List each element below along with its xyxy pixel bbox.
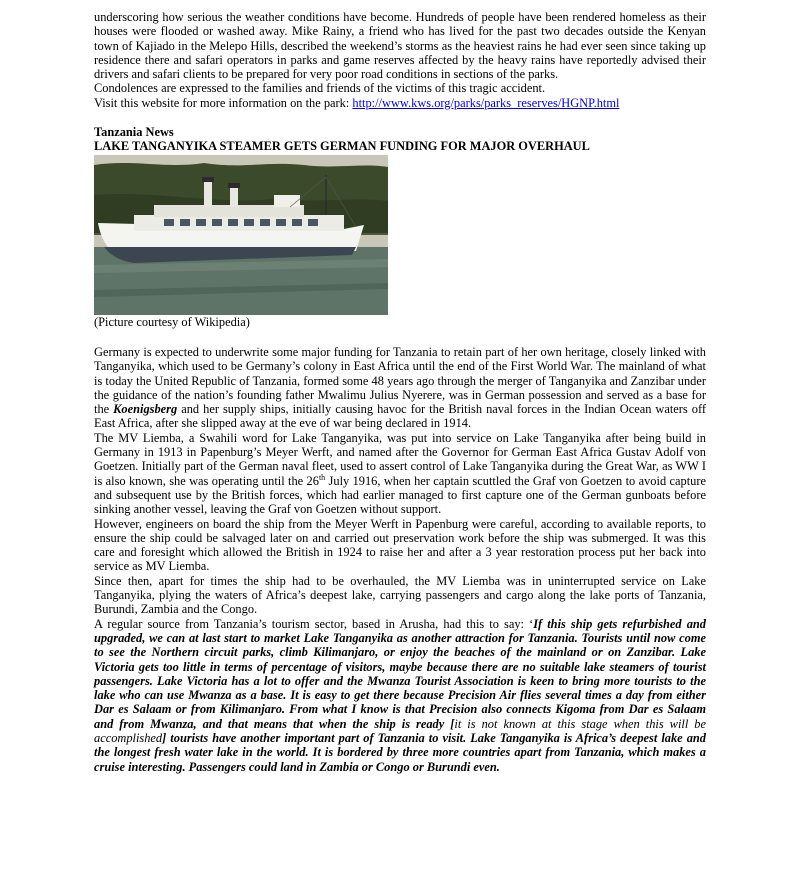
p1-ship-name: Koenigsberg xyxy=(113,402,178,417)
intro-paragraph-website xyxy=(94,96,706,110)
intro-paragraph-condolences: Condolences are expressed to the families and friends of the victims of this tragic accident. xyxy=(94,81,546,96)
p2-text-b: July 1916, when her captain scuttled the Graf von Goetzen to avoid capture and subsequent use by the British forces, which had earlier managed to first capture one of the German gunboats before sinking another vessel, leaving the Graf von Goetzen without support. xyxy=(94,473,706,517)
photo-caption: (Picture courtesy of Wikipedia) xyxy=(94,314,250,329)
article-paragraph-1 xyxy=(94,345,706,431)
section-label: Tanzania News xyxy=(94,125,174,140)
website-prefix: Visit this website for more information on the park: xyxy=(94,95,353,110)
article-headline: LAKE TANGANYIKA STEAMER GETS GERMAN FUNDING FOR MAJOR OVERHAUL xyxy=(94,139,590,154)
p2-ordinal-suffix: th xyxy=(318,472,326,482)
p1-text-b: and her supply ships, initially causing havoc for the British naval forces in the Indian Ocean waters off East Africa, after she slipped away at the eve of war being declared in 1914. xyxy=(94,402,706,431)
article-paragraph-5 xyxy=(94,617,706,774)
intro-paragraph-weather: underscoring how serious the weather conditions have become. Hundreds of people have been rendered homeless as their houses were flooded or washed away. Mike Rainy, a friend who has lived for the past two decades outside the Kenyan town of Kajiado in the Melepo Hills, described the weekend’s storms as the heaviest rains he had ever seen since taking up residence there and safari operators in parks and game reserves affected by the heavy rains have reportedly advised their drivers and safari clients to be prepared for very poor road conditions in sections of the parks. xyxy=(94,10,706,82)
p5-intro: A regular source from Tanzania’s tourism sector, based in Arusha, had this to say: ‘ xyxy=(94,616,534,631)
steamer-photo xyxy=(94,155,388,315)
document-page xyxy=(94,10,706,774)
p5-quote-part-1: If this ship gets refurbished and upgraded, we can at last start to market Lake Tanganyika as another attraction for Tanzania. Tourists until now come to see the Northern circuit parks, climb Kilimanjaro, or enjoy the beaches of the mainland or on Zanzibar. Lake Victoria gets too little in terms of percentage of visitors, maybe because there are no suitable lake steamers of tourist passengers. Lake Victoria has a lot to offer and the Mwanza Tourist Association is keen to bring more tourists to the lake who can use Mwanza as a base. It is easy to get there because Precision Air flies several times a day from either Dar es Salaam or from Kilimanjaro. From what I know is that Precision also connects Kigoma from Dar es Salaam and from Mwanza, and that means that when the ship is ready [ xyxy=(94,616,706,731)
p5-editorial-aside: it is not known at this stage when this will be accomplished xyxy=(94,716,706,745)
p1-text-a: Germany is expected to underwrite some major funding for Tanzania to retain part of her own heritage, closely linked with Tanganyika, which used to be Germany’s colony in East Africa until the end of the First World War. The mainland of what is today the United Republic of Tanzania, formed some 48 years ago through the merger of Tanganyika and Zanzibar under the guidance of the nation’s founding father Mwalimu Julius Nyerere, was in German possession and served as a base for the xyxy=(94,344,706,417)
p2-text-a: The MV Liemba, a Swahili word for Lake Tanganyika, was put into service on Lake Tanganyika after being build in Germany in 1913 in Papenburg’s Meyer Werft, and named after the Governor for German East Africa Gustav Adolf von Goetzen. Initially part of the German naval fleet, used to assert control of Lake Tanganyika during the Great War, as WW I is also known, she was operating until the 26 xyxy=(94,430,706,488)
p5-quote-part-2: ] tourists have another important part of Tanzania to visit. Lake Tanganyika is Africa’s deepest lake and the longest fresh water lake in the world. It is bordered by three more countries apart from Tanzania, which makes a cruise interesting. Passengers could land in Zambia or Congo or Burundi even. xyxy=(94,730,706,774)
article-paragraph-3: However, engineers on board the ship from the Meyer Werft in Papenburg were careful, according to available reports, to ensure the ship could be salvaged later on and carried out preservation work before the ship was submerged. It was this care and foresight which allowed the British in 1924 to raise her and after a 3 year restoration process put her back into service as MV Liemba. xyxy=(94,516,706,574)
article-paragraph-4: Since then, apart for times the ship had to be overhauled, the MV Liemba was in uninterrupted service on Lake Tanganyika, plying the waters of Africa’s deepest lake, carrying passengers and cargo along the lake ports of Tanzania, Burundi, Zambia and the Congo. xyxy=(94,573,706,617)
article-paragraph-2 xyxy=(94,431,706,517)
park-website-link[interactable]: http://www.kws.org/parks/parks_reserves/HGNP.html xyxy=(352,95,620,110)
